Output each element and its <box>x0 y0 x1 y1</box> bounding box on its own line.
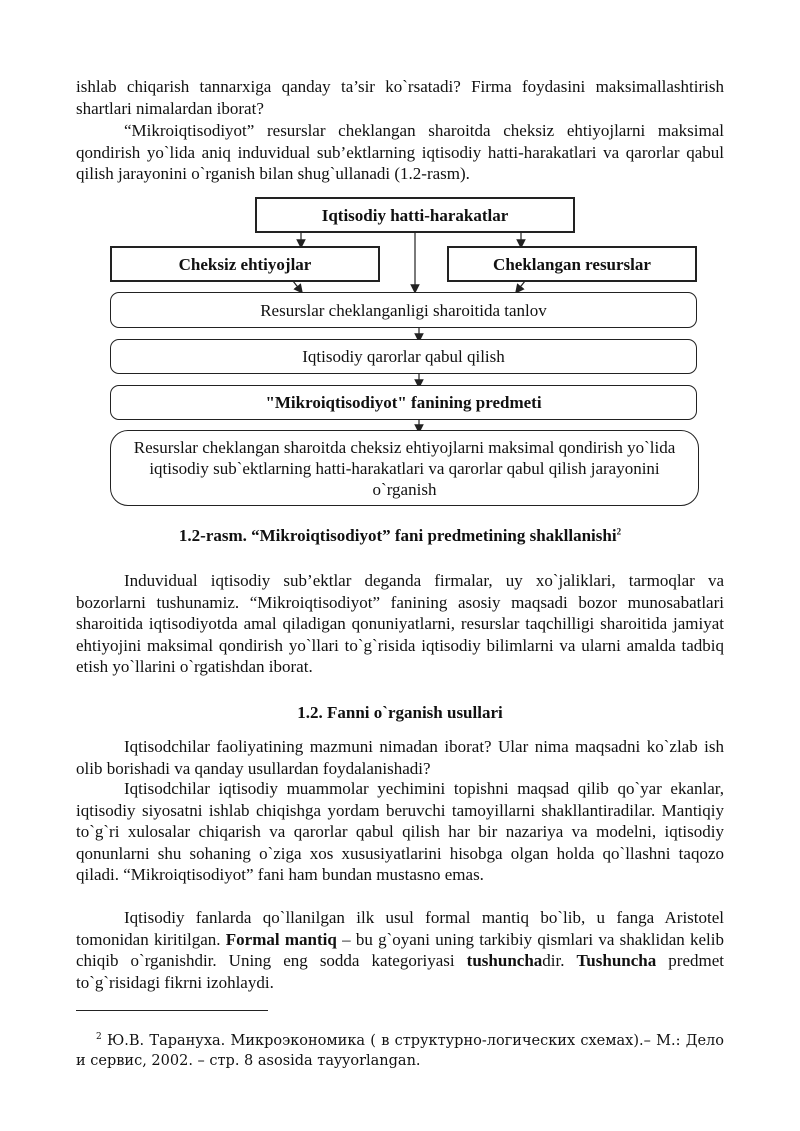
diagram-box-left: Cheksiz ehtiyojlar <box>110 246 380 282</box>
figure-caption <box>76 526 724 546</box>
footnote-mark: 2 <box>96 1031 102 1042</box>
term-formal-mantiq: Formal mantiq <box>225 929 337 949</box>
figure-caption-text: 1.2-rasm. “Mikroiqtisodiyot” fani predmetining shakllanishi <box>178 526 617 545</box>
figure-caption-note: 2 <box>616 526 622 537</box>
diagram-box-step2: Iqtisodiy qarorlar qabul qilish <box>110 339 697 374</box>
paragraph-6-text-g: predmet to`g`risidagi fikrni izohlaydi. <box>76 951 724 992</box>
paragraph-6 <box>76 907 724 993</box>
paragraph-4: Iqtisodchilar faoliyatining mazmuni nimadan iborat? Ular nima maqsadni ko`zlab ish olib borishadi va qanday usullardan foydalanishadi? <box>76 737 724 778</box>
paragraph-2: “Mikroiqtisodiyot” resurslar cheklangan sharoitda cheksiz ehtiyojlarni maksimal qondirish yo`lida aniq induvidual sub’ektlarning iqtisodiy hatti-harakatlari va qarorlar qabul qilish jarayonini o`rganish bilan shug`ullanadi (1.2-rasm). <box>76 121 724 183</box>
diagram-box-step4: Resurslar cheklangan sharoitda cheksiz ehtiyojlarni maksimal qondirish yo`lida iqtisodiy sub`ektlarning hatti-harakatlari va qarorlar qabul qilish jarayonini o`rganish <box>110 430 699 506</box>
diagram-box-top: Iqtisodiy hatti-harakatlar <box>255 197 575 233</box>
footnote <box>76 1031 724 1071</box>
paragraph-1: ishlab chiqarish tannarxiga qanday ta’sir ko`rsatadi? Firma foydasini maksimallashtirish shartlari nimalardan iborat? <box>76 77 724 118</box>
diagram-box-step1: Resurslar cheklanganligi sharoitida tanlov <box>110 292 697 328</box>
footnote-text: Ю.В. Тарануха. Микроэкономика ( в структурно-логических схемах).– М.: Дело и сервис, 2002. – стр. 8 asosida тayyorlangan. <box>76 1032 724 1069</box>
paragraph-5: Iqtisodchilar iqtisodiy muammolar yechimini topishni maqsad qilib qo`yar ekanlar, iqtisodiy siyosatni ishlab chiqishga yordam beruvchi tamoyillarni shakllantiradilar. Mantiqiy to`g`ri xulosalar chiqarish va qarorlar qabul qilish har bir nazariya va modelni, iqtisodiy qonunlarni shu sohaning o`ziga xos xususiyatlarini hisobga olgan holda qo`llashni taqozo qiladi. “Mikroiqtisodiyot” fani ham bundan mustasno emas. <box>76 779 724 884</box>
paragraph-3: Induvidual iqtisodiy sub’ektlar deganda firmalar, uy xo`jaliklari, tarmoqlar va bozorlarni tushunamiz. “Mikroiqtisodiyot” fanining asosiy maqsadi bozor munosabatlari sharoitida iqtisodiyotda amal qiladigan qonuniyatlarni, resurslar taqchilligi sharoitida jamiyat ehtiyojini maksimal qondirish yo`llari to`g`risida iqtisodiy bilimlarni va ularni amalda tadbiq etish yo`llarini o`rgatishdan iborat. <box>76 571 724 676</box>
footnote-divider <box>76 1010 268 1011</box>
paragraph-6-text-e: dir. <box>542 951 565 970</box>
paragraph-6-text-c: – bu g`oyani uning tarkibiy qismlari va shaklidan kelib chiqib o`rganishdir. Uning eng sodda kategoriyasi <box>76 929 725 970</box>
diagram-box-right: Cheklangan resurslar <box>447 246 697 282</box>
term-tushuncha-2: Tushuncha <box>576 951 657 970</box>
term-tushuncha: tushuncha <box>466 951 543 970</box>
paragraph-6-text-a: Iqtisodiy fanlarda qo`llanilgan ilk usul formal mantiq bo`lib, u fanga Aristotel tomonidan kiritilgan. <box>76 908 724 949</box>
section-heading: 1.2. Fanni o`rganish usullari <box>297 703 503 722</box>
diagram-box-step3: "Mikroiqtisodiyot" fanining predmeti <box>110 385 697 420</box>
